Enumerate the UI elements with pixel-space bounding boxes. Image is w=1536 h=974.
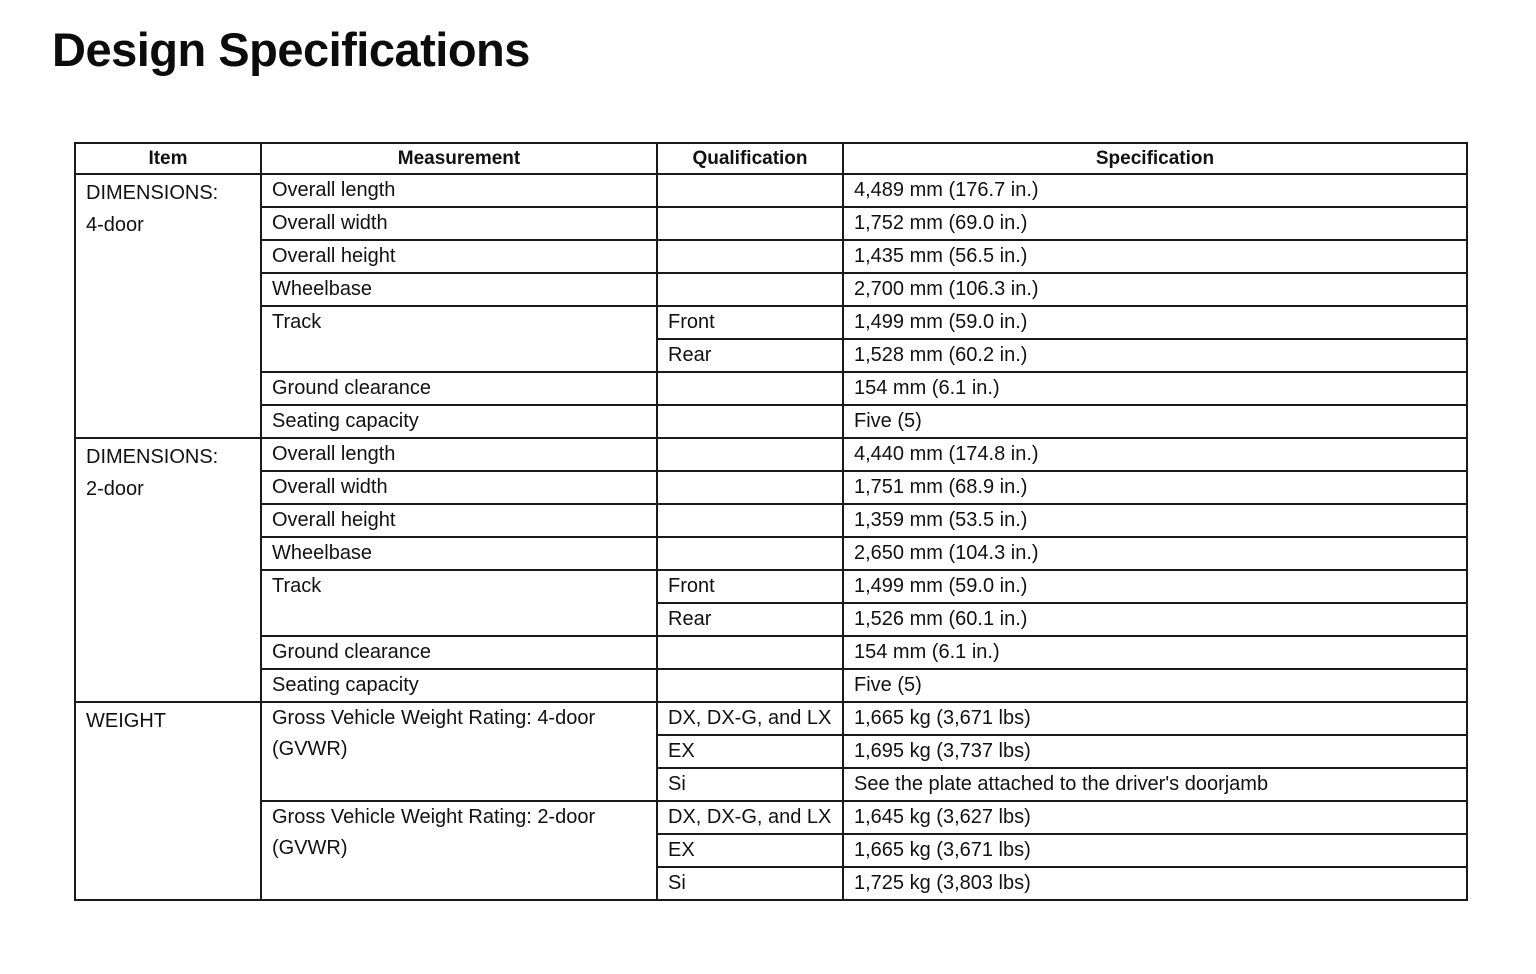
specification-cell: 1,752 mm (69.0 in.) [843, 207, 1467, 240]
specification-cell: 1,359 mm (53.5 in.) [843, 504, 1467, 537]
table-row [75, 273, 1467, 306]
measurement-cell: Gross Vehicle Weight Rating: 2-door (GVWR) [261, 801, 657, 900]
qualification-cell [657, 240, 843, 273]
table-row [75, 702, 1467, 735]
item-cell-dimensions-2door [75, 438, 261, 702]
table-row [75, 438, 1467, 471]
table-row [75, 174, 1467, 207]
qualification-cell [657, 471, 843, 504]
measurement-cell: Overall width [261, 471, 657, 504]
qualification-cell [657, 504, 843, 537]
qualification-cell [657, 669, 843, 702]
specification-cell: 4,489 mm (176.7 in.) [843, 174, 1467, 207]
item-sublabel: 2-door [86, 478, 144, 500]
qualification-cell [657, 174, 843, 207]
qualification-cell: Front [657, 306, 843, 339]
specification-cell: See the plate attached to the driver's doorjamb [843, 768, 1467, 801]
specification-cell: 2,650 mm (104.3 in.) [843, 537, 1467, 570]
table-row [75, 240, 1467, 273]
table-row [75, 636, 1467, 669]
specification-cell: 1,665 kg (3,671 lbs) [843, 702, 1467, 735]
specification-cell: 1,751 mm (68.9 in.) [843, 471, 1467, 504]
measurement-cell: Track [261, 306, 657, 372]
page-title: Design Specifications [52, 23, 530, 76]
specification-cell: 2,700 mm (106.3 in.) [843, 273, 1467, 306]
measurement-cell: Seating capacity [261, 405, 657, 438]
table-row [75, 372, 1467, 405]
measurement-cell: Overall height [261, 504, 657, 537]
measurement-cell: Overall width [261, 207, 657, 240]
specification-cell: 4,440 mm (174.8 in.) [843, 438, 1467, 471]
measurement-cell: Ground clearance [261, 636, 657, 669]
qualification-cell: EX [657, 834, 843, 867]
table-row [75, 801, 1467, 834]
qualification-cell [657, 207, 843, 240]
qualification-cell: DX, DX-G, and LX [657, 702, 843, 735]
table-row [75, 669, 1467, 702]
table-row [75, 405, 1467, 438]
qualification-cell [657, 273, 843, 306]
qualification-cell: EX [657, 735, 843, 768]
qualification-cell [657, 372, 843, 405]
measurement-cell: Gross Vehicle Weight Rating: 4-door (GVWR) [261, 702, 657, 801]
table-row [75, 471, 1467, 504]
specification-cell: 154 mm (6.1 in.) [843, 372, 1467, 405]
measurement-cell: Overall height [261, 240, 657, 273]
qualification-cell: Rear [657, 339, 843, 372]
specification-cell: 1,645 kg (3,627 lbs) [843, 801, 1467, 834]
specification-cell: 1,526 mm (60.1 in.) [843, 603, 1467, 636]
header-measurement: Measurement [261, 143, 657, 174]
table-header-row [75, 143, 1467, 174]
table-row [75, 207, 1467, 240]
specification-cell: Five (5) [843, 405, 1467, 438]
measurement-cell: Wheelbase [261, 537, 657, 570]
measurement-cell: Track [261, 570, 657, 636]
qualification-cell: DX, DX-G, and LX [657, 801, 843, 834]
specification-cell: 1,695 kg (3,737 lbs) [843, 735, 1467, 768]
item-cell-dimensions-4door [75, 174, 261, 438]
specification-cell: 1,528 mm (60.2 in.) [843, 339, 1467, 372]
item-label: DIMENSIONS: [86, 446, 219, 468]
specification-cell: 1,499 mm (59.0 in.) [843, 570, 1467, 603]
measurement-cell: Overall length [261, 438, 657, 471]
measurement-cell: Overall length [261, 174, 657, 207]
table-row [75, 570, 1467, 603]
qualification-cell: Si [657, 867, 843, 900]
qualification-cell: Rear [657, 603, 843, 636]
specification-cell: 1,435 mm (56.5 in.) [843, 240, 1467, 273]
item-sublabel: 4-door [86, 214, 144, 236]
qualification-cell [657, 537, 843, 570]
header-specification: Specification [843, 143, 1467, 174]
table-row [75, 306, 1467, 339]
specifications-table [74, 142, 1468, 901]
item-cell-weight [75, 702, 261, 900]
qualification-cell [657, 405, 843, 438]
header-item: Item [75, 143, 261, 174]
specification-cell: 1,725 kg (3,803 lbs) [843, 867, 1467, 900]
table-row [75, 537, 1467, 570]
qualification-cell: Front [657, 570, 843, 603]
header-qualification: Qualification [657, 143, 843, 174]
table-row [75, 504, 1467, 537]
qualification-cell [657, 438, 843, 471]
item-label: WEIGHT [86, 710, 166, 732]
specification-cell: 154 mm (6.1 in.) [843, 636, 1467, 669]
measurement-cell: Seating capacity [261, 669, 657, 702]
measurement-cell: Wheelbase [261, 273, 657, 306]
item-label: DIMENSIONS: [86, 182, 219, 204]
measurement-cell: Ground clearance [261, 372, 657, 405]
qualification-cell: Si [657, 768, 843, 801]
qualification-cell [657, 636, 843, 669]
specification-cell: Five (5) [843, 669, 1467, 702]
specification-cell: 1,499 mm (59.0 in.) [843, 306, 1467, 339]
specification-cell: 1,665 kg (3,671 lbs) [843, 834, 1467, 867]
